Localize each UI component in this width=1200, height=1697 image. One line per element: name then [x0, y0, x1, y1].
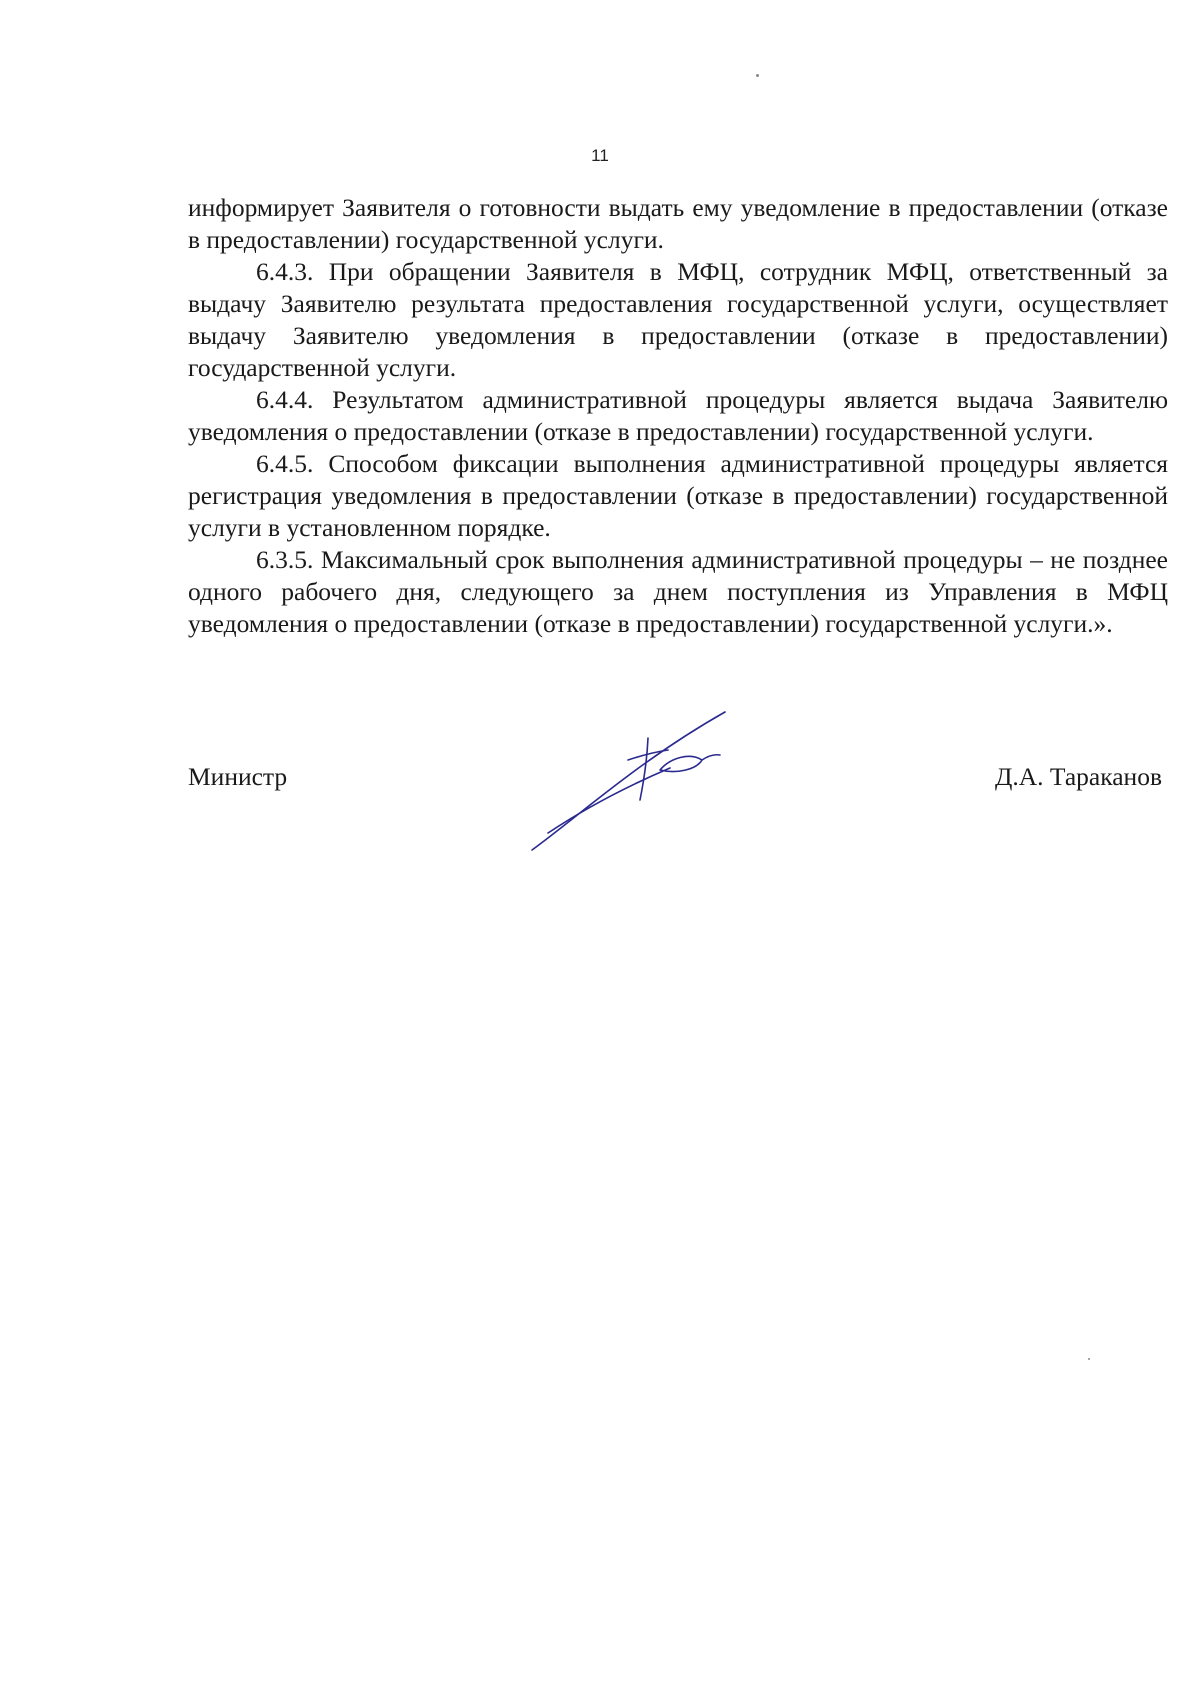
paragraph-6-4-5: 6.4.5. Способом фиксации выполнения административной процедуры является регистрация уведомления в предоставлении (отказе в предоставлении) государственной услуги в установленном порядке.: [188, 449, 1168, 542]
handwritten-signature: [520, 700, 800, 860]
paragraph-6-4-3: 6.4.3. При обращении Заявителя в МФЦ, сотрудник МФЦ, ответственный за выдачу Заявителю результата предоставления государственной услуги, осуществляет выдачу Заявителю уведомления в предоставлении (отказе в предоставлении) государственной услуги.: [188, 257, 1168, 382]
body-text: [188, 192, 1168, 640]
paragraph-6-4-4: 6.4.4. Результатом административной процедуры является выдача Заявителю уведомления о предоставлении (отказе в предоставлении) государственной услуги.: [188, 385, 1168, 446]
scan-artifact: [1088, 1358, 1090, 1360]
signer-position: Министр: [188, 762, 288, 791]
paragraph-6-3-5: 6.3.5. Максимальный срок выполнения административной процедуры – не позднее одного рабочего дня, следующего за днем поступления из Управления в МФЦ уведомления о предоставлении (отказе в предоставлении) государственной услуги.».: [188, 545, 1168, 638]
signer-name: Д.А. Тараканов: [994, 762, 1162, 791]
paragraph-continuation: информирует Заявителя о готовности выдать ему уведомление в предоставлении (отказе в предоставлении) государственной услуги.: [188, 193, 1168, 254]
page-number: 11: [591, 146, 609, 165]
scan-artifact: [756, 74, 759, 77]
